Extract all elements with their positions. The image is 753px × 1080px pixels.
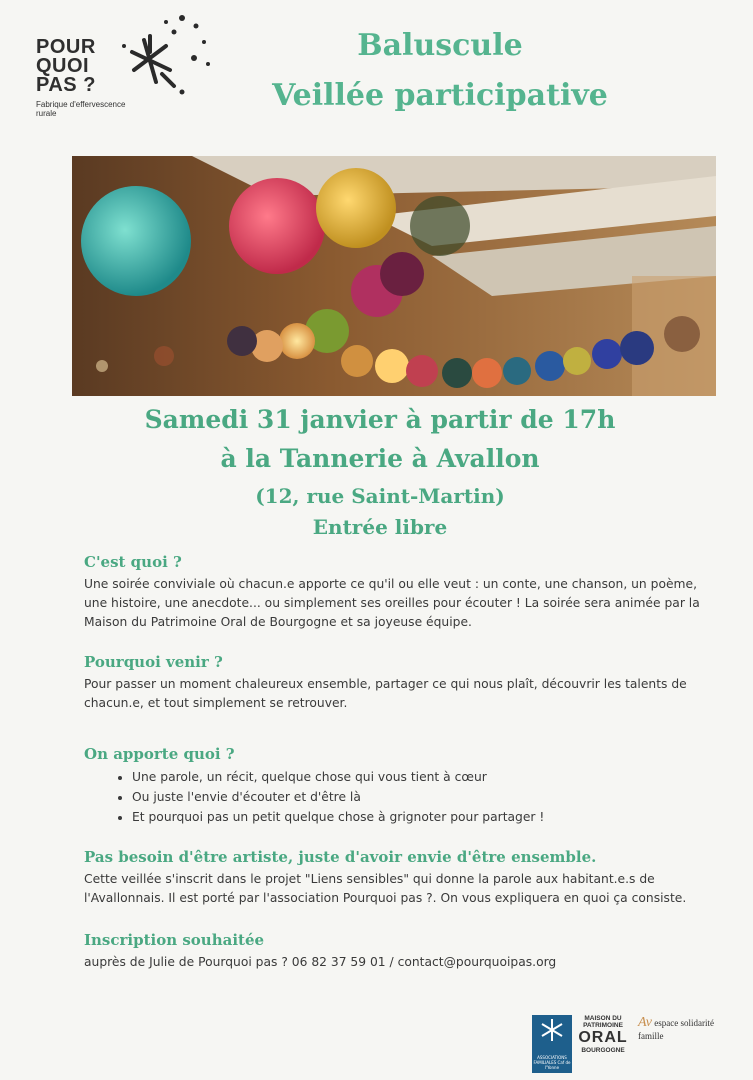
contact-text: auprès de Julie de Pourquoi pas ? 06 82 37 59 01 / contact@pourquoipas.org (84, 955, 557, 969)
section-bring (84, 745, 714, 827)
lanterns-photo (72, 156, 716, 396)
section-what (84, 553, 714, 632)
pourquoi-pas-logo (34, 12, 204, 132)
section-heading: On apporte quoi ? (84, 745, 235, 763)
section-text: Une soirée conviviale où chacun.e apporte ce qu'il ou elle veut : un conte, une chanson, un poème, une histoire, une anecdote... ou simplement ses oreilles pour écouter ! La soirée sera animée par la Maison du Patrimoine Oral de Bourgogne et sa joyeuse équipe. (84, 577, 700, 629)
section-text: Cette veillée s'inscrit dans le projet "Liens sensibles" qui donne la parole aux habitant.e.s de l'Avallonnais. Il est porté par l'association Pourquoi pas ?. On vous expliquera en quoi ça consiste. (84, 872, 687, 905)
page-subtitle: Veillée participative (272, 78, 608, 113)
caf-text: ASSOCIATIONS FAMILIALES Caf de l'Yonne (533, 1055, 571, 1070)
mpo-region: BOURGOGNE (581, 1047, 625, 1054)
logo-word: POUR (36, 36, 96, 58)
section-artist (84, 848, 714, 908)
page-title: Baluscule (357, 28, 523, 63)
section-heading: C'est quoi ? (84, 553, 182, 571)
mpo-line: MAISON DU PATRIMOINE (583, 1015, 623, 1029)
bring-list (84, 767, 714, 827)
mpo-oral: ORAL (578, 1029, 628, 1046)
event-entry: Entrée libre (312, 515, 448, 539)
list-item: • Une parole, un récit, quelque chose qui vous tient à cœur (132, 767, 714, 787)
snowflake-icon (532, 1015, 572, 1045)
logo-word: PAS ? (36, 74, 96, 96)
logo-tagline: Fabrique d'effervescence rurale (36, 100, 126, 118)
event-address: (12, rue Saint-Martin) (255, 484, 505, 508)
list-item: • Ou juste l'envie d'écouter et d'être là (132, 787, 714, 807)
section-why (84, 653, 714, 713)
section-signup (84, 931, 714, 972)
caf-logo (532, 1015, 572, 1073)
espace-solidarite-logo: Av espace solidarité famille (638, 1015, 714, 1041)
section-heading: Pourquoi venir ? (84, 653, 223, 671)
logo-word: QUOI (36, 55, 90, 77)
mpo-logo (578, 1015, 628, 1075)
event-date: Samedi 31 janvier à partir de 17h (144, 405, 616, 434)
section-heading: Inscription souhaitée (84, 931, 265, 949)
esf-text: espace solidarité famille (638, 1018, 714, 1041)
event-place: à la Tannerie à Avallon (220, 444, 540, 473)
section-heading: Pas besoin d'être artiste, juste d'avoir envie d'être ensemble. (84, 848, 597, 866)
list-item: • Et pourquoi pas un petit quelque chose à grignoter pour partager ! (132, 807, 714, 827)
section-text: Pour passer un moment chaleureux ensemble, partager ce qui nous plaît, découvrir les talents de chacun.e, et tout simplement se retrouver. (84, 677, 687, 710)
